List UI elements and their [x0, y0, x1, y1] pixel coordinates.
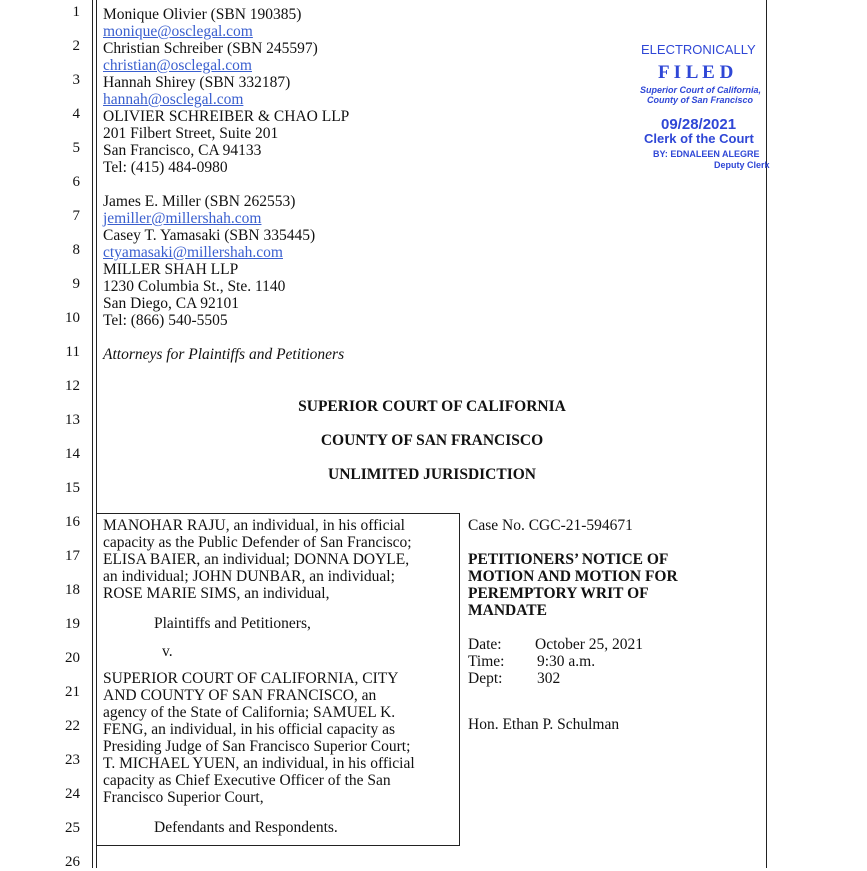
- stamp-filed: F I L E D: [658, 62, 734, 83]
- party-line: SUPERIOR COURT OF CALIFORNIA, CITY: [103, 670, 399, 687]
- stamp-deputy: Deputy Clerk: [714, 160, 770, 170]
- party-line: ELISA BAIER, an individual; DONNA DOYLE,: [103, 551, 410, 568]
- party-line: AND COUNTY OF SAN FRANCISCO, an: [103, 687, 377, 704]
- line-number: 20: [65, 650, 80, 666]
- caption-top-rule: [96, 513, 460, 514]
- defendants-role: Defendants and Respondents.: [154, 819, 338, 836]
- line-number: 16: [65, 514, 80, 530]
- versus: v.: [162, 643, 173, 660]
- stamp-date: 09/28/2021: [661, 116, 737, 133]
- line-number: 25: [65, 820, 80, 836]
- line-number: 9: [72, 276, 80, 292]
- case-number: Case No. CGC-21-594671: [468, 517, 633, 534]
- line-number: 1: [72, 4, 80, 20]
- email-link[interactable]: hannah@osclegal.com: [103, 91, 244, 108]
- attorney-name: James E. Miller (SBN 262553): [103, 193, 296, 210]
- party-line: MANOHAR RAJU, an individual, in his official: [103, 517, 405, 534]
- hearing-dept-label: Dept:: [468, 670, 503, 687]
- hearing-date-label: Date:: [468, 636, 502, 653]
- party-line: agency of the State of California; SAMUEL K.: [103, 704, 396, 721]
- line-number: 19: [65, 616, 80, 632]
- stamp-court-line2: County of San Francisco: [647, 95, 754, 105]
- firm-name: OLIVIER SCHREIBER & CHAO LLP: [103, 108, 350, 125]
- margin-rule-right: [766, 0, 767, 868]
- attorney-name: Hannah Shirey (SBN 332187): [103, 74, 291, 91]
- line-number: 7: [72, 208, 80, 224]
- caption-divider: [459, 513, 460, 846]
- email-link[interactable]: christian@osclegal.com: [103, 57, 252, 74]
- line-number: 8: [72, 242, 80, 258]
- firm-name: MILLER SHAH LLP: [103, 261, 239, 278]
- phone-line: Tel: (415) 484-0980: [103, 159, 228, 176]
- hearing-time-value: 9:30 a.m.: [537, 653, 596, 670]
- attorneys-for: Attorneys for Plaintiffs and Petitioners: [103, 346, 345, 363]
- address-line: 201 Filbert Street, Suite 201: [103, 125, 279, 142]
- document-title: PETITIONERS’ NOTICE OF: [468, 551, 669, 568]
- attorney-name: Casey T. Yamasaki (SBN 335445): [103, 227, 316, 244]
- line-number: 12: [65, 378, 80, 394]
- court-jurisdiction: UNLIMITED JURISDICTION: [328, 466, 536, 483]
- margin-rule-left: [92, 0, 93, 868]
- stamp-clerk: Clerk of the Court: [644, 131, 754, 146]
- line-number: 14: [65, 446, 80, 462]
- line-number: 13: [65, 412, 80, 428]
- party-line: capacity as Chief Executive Officer of the San: [103, 772, 391, 789]
- attorney-name: Monique Olivier (SBN 190385): [103, 6, 302, 23]
- email-link[interactable]: jemiller@millershah.com: [103, 210, 262, 227]
- address-line: 1230 Columbia St., Ste. 1140: [103, 278, 286, 295]
- document-title: MANDATE: [468, 602, 547, 619]
- line-number: 17: [65, 548, 80, 564]
- line-number: 24: [65, 786, 80, 802]
- phone-line: Tel: (866) 540-5505: [103, 312, 228, 329]
- hearing-time-label: Time:: [468, 653, 505, 670]
- line-number: 22: [65, 718, 80, 734]
- line-number: 5: [72, 140, 80, 156]
- address-line: San Francisco, CA 94133: [103, 142, 262, 159]
- line-number: 4: [72, 106, 80, 122]
- email-link[interactable]: monique@osclegal.com: [103, 23, 253, 40]
- line-number: 23: [65, 752, 80, 768]
- hearing-dept-value: 302: [537, 670, 561, 687]
- line-number: 11: [65, 344, 80, 360]
- document-title: PEREMPTORY WRIT OF: [468, 585, 649, 602]
- plaintiffs-role: Plaintiffs and Petitioners,: [154, 615, 311, 632]
- margin-rule-left-inner: [96, 0, 97, 868]
- line-number: 3: [72, 72, 80, 88]
- party-line: Francisco Superior Court,: [103, 789, 264, 806]
- party-line: capacity as the Public Defender of San Francisco;: [103, 534, 412, 551]
- line-number: 26: [65, 854, 80, 870]
- address-line: San Diego, CA 92101: [103, 295, 240, 312]
- attorney-name: Christian Schreiber (SBN 245597): [103, 40, 318, 57]
- line-number: 15: [65, 480, 80, 496]
- party-line: T. MICHAEL YUEN, an individual, in his official: [103, 755, 415, 772]
- party-line: an individual; JOHN DUNBAR, an individual;: [103, 568, 395, 585]
- line-number: 6: [72, 174, 80, 190]
- stamp-electronically: ELECTRONICALLY: [641, 42, 756, 57]
- hearing-date-value: October 25, 2021: [535, 636, 644, 653]
- document-title: MOTION AND MOTION FOR: [468, 568, 678, 585]
- court-name: SUPERIOR COURT OF CALIFORNIA: [298, 398, 566, 415]
- stamp-court-line1: Superior Court of California,: [640, 85, 762, 95]
- party-line: FENG, an individual, in his official capacity as: [103, 721, 395, 738]
- party-line: ROSE MARIE SIMS, an individual,: [103, 585, 330, 602]
- line-number: 18: [65, 582, 80, 598]
- line-number: 2: [72, 38, 80, 54]
- judge-name: Hon. Ethan P. Schulman: [468, 716, 620, 733]
- court-county: COUNTY OF SAN FRANCISCO: [320, 432, 544, 449]
- line-number: 10: [65, 310, 80, 326]
- line-number: 21: [65, 684, 80, 700]
- email-link[interactable]: ctyamasaki@millershah.com: [103, 244, 283, 261]
- stamp-by: BY: EDNALEEN ALEGRE: [653, 149, 760, 159]
- party-line: Presiding Judge of San Francisco Superior Court;: [103, 738, 411, 755]
- caption-bottom-rule: [96, 845, 460, 846]
